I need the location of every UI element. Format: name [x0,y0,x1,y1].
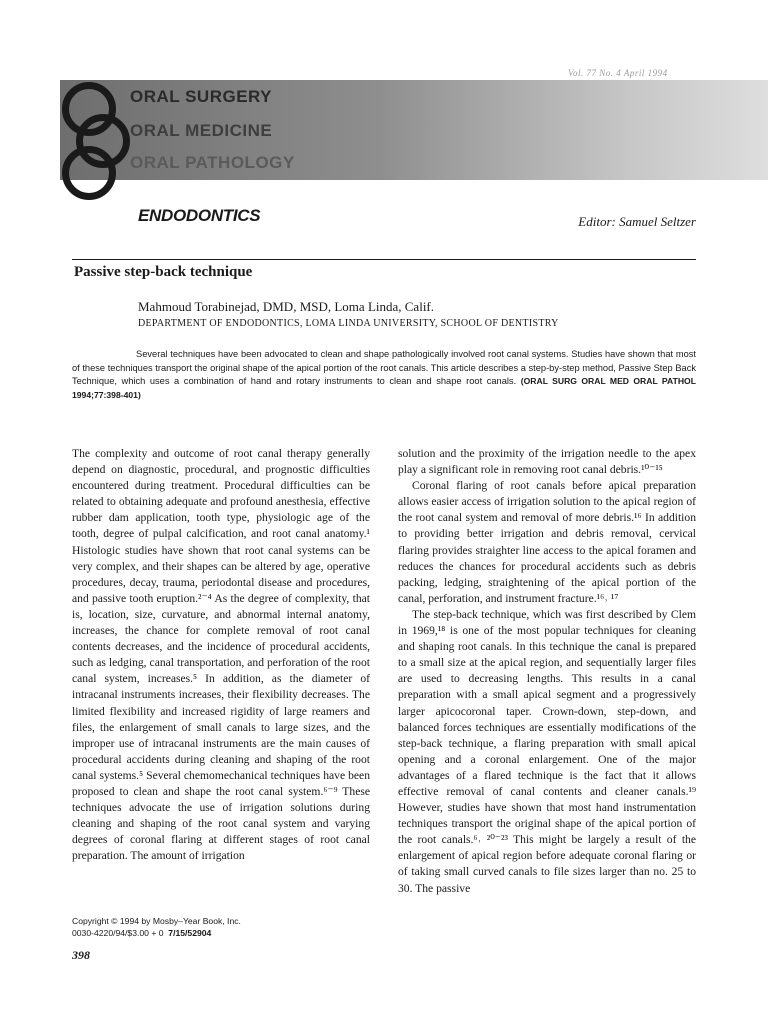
abstract-text: Several techniques have been advocated to clean and shape pathologically involved root canal systems. Studies have shown that most of these techniques transport the original shape of the apical portion of the root canals. This article describes a step-by-step method, Passive Step Back Technique, which uses a combination of hand and rotary instruments to clean and shape root canals. [72,349,696,386]
section-divider [72,259,696,260]
copyright-line: Copyright © 1994 by Mosby–Year Book, Inc. [72,916,241,926]
body-paragraph: The step-back technique, which was first described by Clem in 1969,¹⁸ is one of the most popular techniques for cleaning and shaping root canals. In this technique the canal is prepared to a small size at the apical region, and sequentially larger files are used to decreasing lengths. This results in a canal preparation with a small apical segment and a progressively larger apicocoronal taper. Crown-down, step-down, and balanced forces techniques are essentially modifications of the step-back technique, a flaring preparation with small apical opening and a coronal enlargement. One of the major advantages of a flared technique is the fact that it allows effective removal of canal contents and cleaner canals.¹⁹ However, studies have shown that most hand instrumentation techniques transport the original shape of the apical portion of the root canals.⁶˒ ²⁰⁻²³ This might be largely a result of the enlargement of apical region before adequate coronal flaring or of taking small curved canals to file sizes larger than no. 25 to 30. The passive [398,607,696,895]
publisher-code-line [72,927,241,939]
publisher-code: 0030-4220/94/$3.00 + 0 [72,928,164,938]
article-author: Mahmoud Torabinejad, DMD, MSD, Loma Linda, Calif. [138,299,435,314]
section-heading: ENDODONTICS [138,206,261,225]
abstract-citation: (ORAL SURG ORAL MED ORAL PATHOL 1994;77:398-401) [72,376,696,400]
issue-info: Vol. 77 No. 4 April 1994 [568,68,668,78]
body-column-right [398,446,696,897]
article-affiliation: DEPARTMENT OF ENDODONTICS, LOMA LINDA UNIVERSITY, SCHOOL OF DENTISTRY [138,318,559,329]
journal-title-line-3: ORAL PATHOLOGY [130,153,295,172]
abstract [72,348,696,402]
section-editor: Editor: Samuel Seltzer [578,214,696,229]
body-paragraph: solution and the proximity of the irrigation needle to the apex play a significant role in removing root canal debris.¹⁰⁻¹⁵ [398,447,696,477]
copyright-block [72,915,241,939]
reprint-code: 7/15/52904 [168,928,212,938]
body-paragraph: The complexity and outcome of root canal therapy generally depend on diagnostic, procedural, and prognostic difficulties encountered during treatment. Procedural difficulties can be related to obtaining adequate and profound anesthesia, effective rubber dam application, tooth type, physiologic age of the tooth, degree of pulpal calcification, and root canal anatomy.¹ Histologic studies have shown that root canal systems can be very complex, and their shapes can be altered by age, operative procedures, decay, trauma, periodontal disease and procedures, and passive tooth eruption.²⁻⁴ As the degree of complexity, that is, location, size, curvature, and abnormal internal anatomy, increases, the chance for complete removal of root canal contents decreases, and the incidence of procedural accidents, such as ledging, canal transportation, and perforation of the root canal system, increases.⁵ In addition, as the diameter of intracanal instruments increases, their flexibility decreases. The limited flexibility and increased rigidity of large reamers and files, the enlargement of small canals to large sizes, and the improper use of intracanal instruments are the main causes of procedural accidents during cleaning and shaping of the root canal systems.⁵ Several chemomechanical techniques have been proposed to clean and shape the root canal system.⁶⁻⁹ These techniques advocate the use of irrigation solutions during cleaning and shaping of the root canal system and varying degrees of coronal flaring at different stages of root canal preparation. The amount of irrigation [72,447,370,863]
body-column-left [72,446,370,864]
journal-title-line-2: ORAL MEDICINE [130,121,273,140]
article-title: Passive step-back technique [74,264,253,280]
journal-logo-ring-bottom [62,146,116,200]
body-paragraph: Coronal flaring of root canals before apical preparation allows easier access of irrigation solution to the apical region of the root canal system and removal of more debris.¹⁶ In addition to providing better irrigation and debris removal, cervical flaring provides straighter line access to the apical foramen and reduces the chances for procedural accidents such as debris packing, ledging, straightening of the apical portion of the canal, perforation, and instrument fracture.¹⁶˒ ¹⁷ [398,479,696,605]
journal-title-line-1: ORAL SURGERY [130,87,273,106]
page-number: 398 [72,948,90,962]
